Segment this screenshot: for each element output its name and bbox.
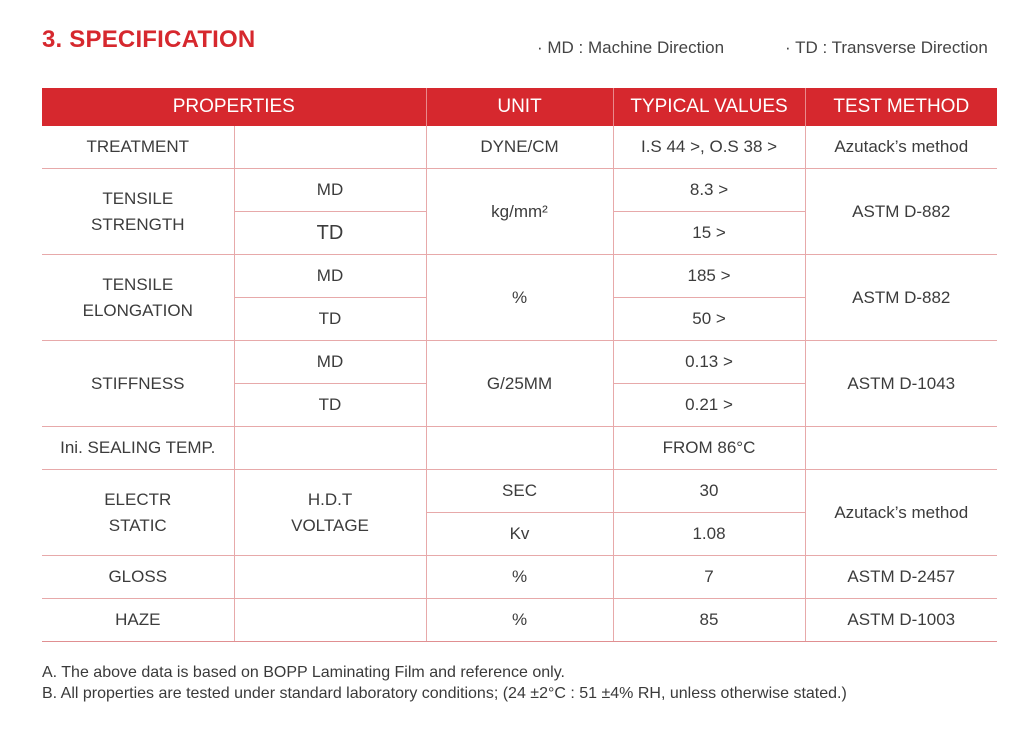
- tensile-elongation-label: [42, 255, 234, 341]
- sealing-method-empty: [805, 427, 997, 470]
- sealing-sub-empty: [234, 427, 426, 470]
- electr-static-unit-sec: SEC: [426, 470, 613, 513]
- tensile-elongation-unit: %: [426, 255, 613, 341]
- gloss-sub-empty: [234, 556, 426, 599]
- table-row-haze: [42, 599, 997, 642]
- header-unit: UNIT: [426, 88, 613, 126]
- table-row-gloss: [42, 556, 997, 599]
- tensile-strength-sub-td: TD: [234, 212, 426, 255]
- electr-static-method: Azutack’s method: [805, 470, 997, 556]
- stiffness-sub-md: MD: [234, 341, 426, 384]
- electr-static-sub: [234, 470, 426, 556]
- gloss-unit: %: [426, 556, 613, 599]
- page-title: 3. SPECIFICATION: [42, 26, 256, 53]
- haze-method: ASTM D-1003: [805, 599, 997, 642]
- sealing-unit-empty: [426, 427, 613, 470]
- treatment-sub-empty: [234, 126, 426, 169]
- tensile-strength-label-line1: TENSILE: [102, 188, 174, 208]
- tensile-strength-value-md: 8.3 >: [613, 169, 805, 212]
- stiffness-value-td: 0.21 >: [613, 384, 805, 427]
- electr-static-label-line1: ELECTR: [104, 489, 172, 509]
- haze-sub-empty: [234, 599, 426, 642]
- footnote-b: B. All properties are tested under standard laboratory conditions; (24 ±2°C : 51 ±4% RH, unless otherwise stated.): [42, 685, 847, 702]
- gloss-label: GLOSS: [42, 556, 234, 599]
- footnote-a: A. The above data is based on BOPP Laminating Film and reference only.: [42, 664, 565, 681]
- haze-unit: %: [426, 599, 613, 642]
- sealing-value: FROM 86°C: [613, 427, 805, 470]
- tensile-elongation-label-line2: ELONGATION: [82, 300, 193, 320]
- tensile-elongation-sub-td: TD: [234, 298, 426, 341]
- electr-static-sub-line1: H.D.T: [307, 489, 353, 509]
- treatment-label: TREATMENT: [42, 126, 234, 169]
- tensile-elongation-value-td: 50 >: [613, 298, 805, 341]
- electr-static-sub-line2: VOLTAGE: [291, 515, 369, 535]
- legend-md: · MD : Machine Direction: [537, 38, 725, 57]
- tensile-elongation-label-line1: TENSILE: [102, 274, 174, 294]
- stiffness-value-md: 0.13 >: [613, 341, 805, 384]
- footnotes: [42, 662, 847, 704]
- table-row-tensile-strength-md: [42, 169, 997, 212]
- table-header-row: [42, 88, 997, 126]
- electr-static-value-sec: 30: [613, 470, 805, 513]
- tensile-elongation-method: ASTM D-882: [805, 255, 997, 341]
- header-typical-values: TYPICAL VALUES: [613, 88, 805, 126]
- treatment-unit: DYNE/CM: [426, 126, 613, 169]
- tensile-strength-sub-md: MD: [234, 169, 426, 212]
- gloss-value: 7: [613, 556, 805, 599]
- electr-static-label-line2: STATIC: [108, 515, 167, 535]
- tensile-elongation-sub-md: MD: [234, 255, 426, 298]
- electr-static-unit-kv: Kv: [426, 513, 613, 556]
- stiffness-sub-td: TD: [234, 384, 426, 427]
- electr-static-label: [42, 470, 234, 556]
- tensile-strength-label: [42, 169, 234, 255]
- specification-table: [42, 88, 997, 642]
- tensile-elongation-value-md: 185 >: [613, 255, 805, 298]
- stiffness-label: STIFFNESS: [42, 341, 234, 427]
- electr-static-value-kv: 1.08: [613, 513, 805, 556]
- treatment-value: I.S 44 >, O.S 38 >: [613, 126, 805, 169]
- gloss-method: ASTM D-2457: [805, 556, 997, 599]
- tensile-strength-value-td: 15 >: [613, 212, 805, 255]
- header-test-method: TEST METHOD: [805, 88, 997, 126]
- legend-td: · TD : Transverse Direction: [785, 38, 988, 57]
- tensile-strength-unit: kg/mm²: [426, 169, 613, 255]
- table-row-sealing-temp: [42, 427, 997, 470]
- table-row-tensile-elongation-md: [42, 255, 997, 298]
- haze-value: 85: [613, 599, 805, 642]
- tensile-strength-method: ASTM D-882: [805, 169, 997, 255]
- haze-label: HAZE: [42, 599, 234, 642]
- stiffness-method: ASTM D-1043: [805, 341, 997, 427]
- stiffness-unit: G/25MM: [426, 341, 613, 427]
- treatment-method: Azutack’s method: [805, 126, 997, 169]
- header-properties: PROPERTIES: [42, 88, 426, 126]
- table-row-electr-static-sec: [42, 470, 997, 513]
- table-row-treatment: [42, 126, 997, 169]
- tensile-strength-label-line2: STRENGTH: [91, 214, 185, 234]
- table-row-stiffness-md: [42, 341, 997, 384]
- sealing-label: Ini. SEALING TEMP.: [42, 427, 234, 470]
